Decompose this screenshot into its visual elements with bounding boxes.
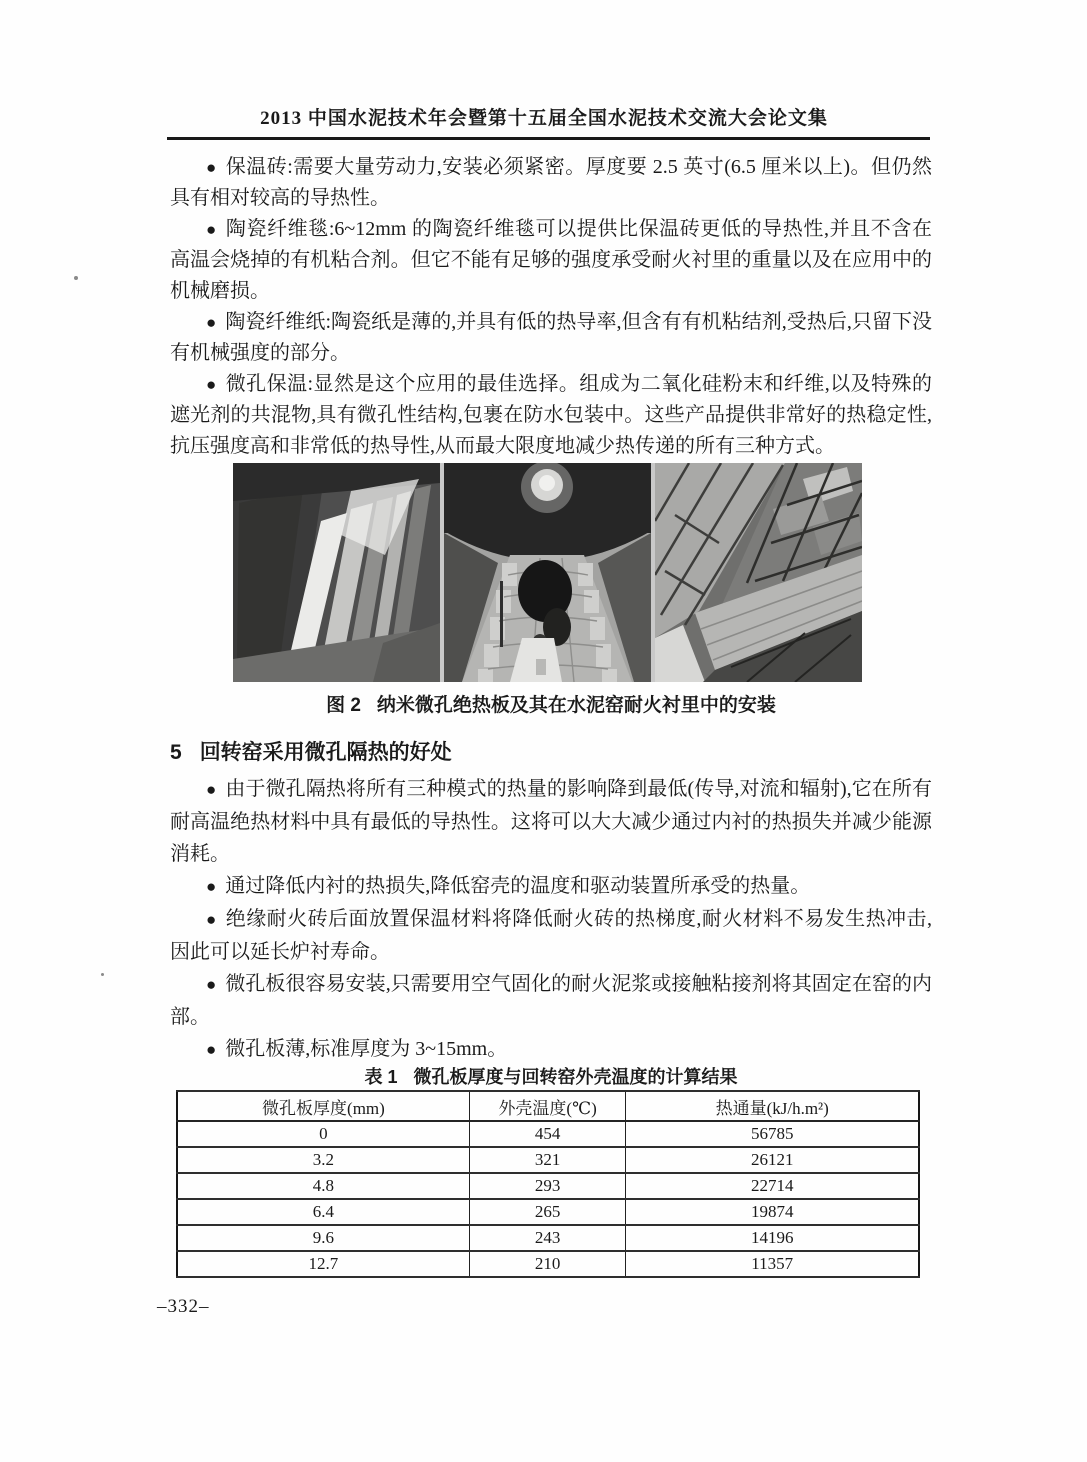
table-cell: 6.4 — [177, 1199, 469, 1225]
bullet-icon: ● — [206, 1040, 217, 1059]
table-cell: 9.6 — [177, 1225, 469, 1251]
table-cell: 26121 — [626, 1147, 919, 1173]
bullet-text: 保温砖:需要大量劳动力,安装必须紧密。厚度要 2.5 英寸(6.5 厘米以上)。但仍然具有相对较高的导热性。 — [170, 156, 932, 209]
table-row — [177, 1173, 919, 1199]
bullet-text: 微孔板薄,标准厚度为 3~15mm。 — [225, 1038, 508, 1060]
bullet-paragraph — [170, 903, 932, 968]
table-cell: 0 — [177, 1121, 469, 1147]
figure-caption-label: 图 2 — [326, 695, 361, 716]
bullet-icon: ● — [206, 158, 217, 177]
bullet-text: 微孔保温:显然是这个应用的最佳选择。组成为二氧化硅粉末和纤维,以及特殊的遮光剂的共混物,具有微孔性结构,包裹在防水包装中。这些产品提供非常好的热稳定性,抗压强度高和非常低的热导性,从而最大限度地减少热传递的所有三种方式。 — [170, 373, 932, 457]
figure-2-photos — [233, 463, 862, 682]
table-cell: 321 — [469, 1147, 626, 1173]
bullet-icon: ● — [206, 975, 217, 994]
bullet-icon: ● — [206, 877, 217, 896]
bullet-paragraph — [170, 307, 932, 369]
photo-microporous-panels — [233, 463, 440, 682]
table-row — [177, 1147, 919, 1173]
table-cell: 4.8 — [177, 1173, 469, 1199]
table-cell: 293 — [469, 1173, 626, 1199]
bullet-text: 通过降低内衬的热损失,降低窑壳的温度和驱动装置所承受的热量。 — [225, 875, 811, 897]
section-title: 回转窑采用微孔隔热的好处 — [199, 741, 452, 764]
column-header-shell-temperature: 外壳温度(℃) — [469, 1091, 626, 1121]
scan-speck — [101, 973, 104, 976]
table-cell: 454 — [469, 1121, 626, 1147]
bullet-icon: ● — [206, 375, 217, 394]
figure-caption-text: 纳米微孔绝热板及其在水泥窑耐火衬里中的安装 — [376, 695, 776, 716]
bullet-paragraph — [170, 369, 932, 462]
bullet-paragraph — [170, 968, 932, 1033]
table-row — [177, 1199, 919, 1225]
bullet-text: 陶瓷纤维毯:6~12mm 的陶瓷纤维毯可以提供比保温砖更低的导热性,并且不含在高温会烧掉的有机粘合剂。但它不能有足够的强度承受耐火衬里的重量以及在应用中的机械磨损。 — [170, 218, 932, 302]
table-cell: 22714 — [626, 1173, 919, 1199]
table-row — [177, 1251, 919, 1277]
bullet-icon: ● — [206, 780, 217, 799]
photo-refractory-lining — [655, 463, 862, 682]
table-title — [170, 1063, 932, 1089]
bullet-paragraph — [170, 214, 932, 307]
table-cell: 265 — [469, 1199, 626, 1225]
bullet-paragraph — [170, 152, 932, 214]
section-5 — [170, 736, 932, 1066]
bullet-icon: ● — [206, 313, 217, 332]
table-title-label: 表 1 — [364, 1067, 398, 1087]
running-head: 2013 中国水泥技术年会暨第十五届全国水泥技术交流大会论文集 — [260, 108, 828, 129]
bullet-text: 由于微孔隔热将所有三种模式的热量的影响降到最低(传导,对流和辐射),它在所有耐高温绝热材料中具有最低的导热性。这将可以大大减少通过内衬的热损失并减少能源消耗。 — [170, 778, 932, 865]
table-row — [177, 1225, 919, 1251]
column-header-heat-flux: 热通量(kJ/h.m²) — [626, 1091, 919, 1121]
figure-caption — [170, 690, 932, 717]
section-number: 5 — [170, 741, 182, 764]
bullet-text: 绝缘耐火砖后面放置保温材料将降低耐火砖的热梯度,耐火材料不易发生热冲击,因此可以延长炉衬寿命。 — [170, 908, 932, 963]
bullet-icon: ● — [206, 910, 217, 929]
bullet-paragraph — [170, 870, 932, 903]
bullet-icon: ● — [206, 220, 217, 239]
table-cell: 12.7 — [177, 1251, 469, 1277]
bullet-paragraph — [170, 1033, 932, 1066]
bullet-paragraph — [170, 773, 932, 870]
table-header-row — [177, 1091, 919, 1121]
section-heading — [170, 736, 932, 766]
column-header-thickness: 微孔板厚度(mm) — [177, 1091, 469, 1121]
table-cell: 14196 — [626, 1225, 919, 1251]
results-table — [176, 1090, 920, 1278]
scan-speck — [74, 276, 78, 280]
table-row — [177, 1121, 919, 1147]
table-title-text: 微孔板厚度与回转窑外壳温度的计算结果 — [413, 1067, 738, 1087]
materials-bullet-list — [170, 152, 932, 462]
bullet-text: 陶瓷纤维纸:陶瓷纸是薄的,并具有低的热导率,但含有有机粘结剂,受热后,只留下没有机械强度的部分。 — [170, 311, 932, 364]
page-number: –332– — [157, 1296, 210, 1317]
bullet-text: 微孔板很容易安装,只需要用空气固化的耐火泥浆或接触粘接剂将其固定在窑的内部。 — [170, 973, 932, 1028]
table-cell: 243 — [469, 1225, 626, 1251]
table-cell: 11357 — [626, 1251, 919, 1277]
header-rule — [167, 137, 930, 140]
table-cell: 56785 — [626, 1121, 919, 1147]
table-cell: 3.2 — [177, 1147, 469, 1173]
table-cell: 19874 — [626, 1199, 919, 1225]
photo-kiln-interior-installation — [444, 463, 651, 682]
table-cell: 210 — [469, 1251, 626, 1277]
